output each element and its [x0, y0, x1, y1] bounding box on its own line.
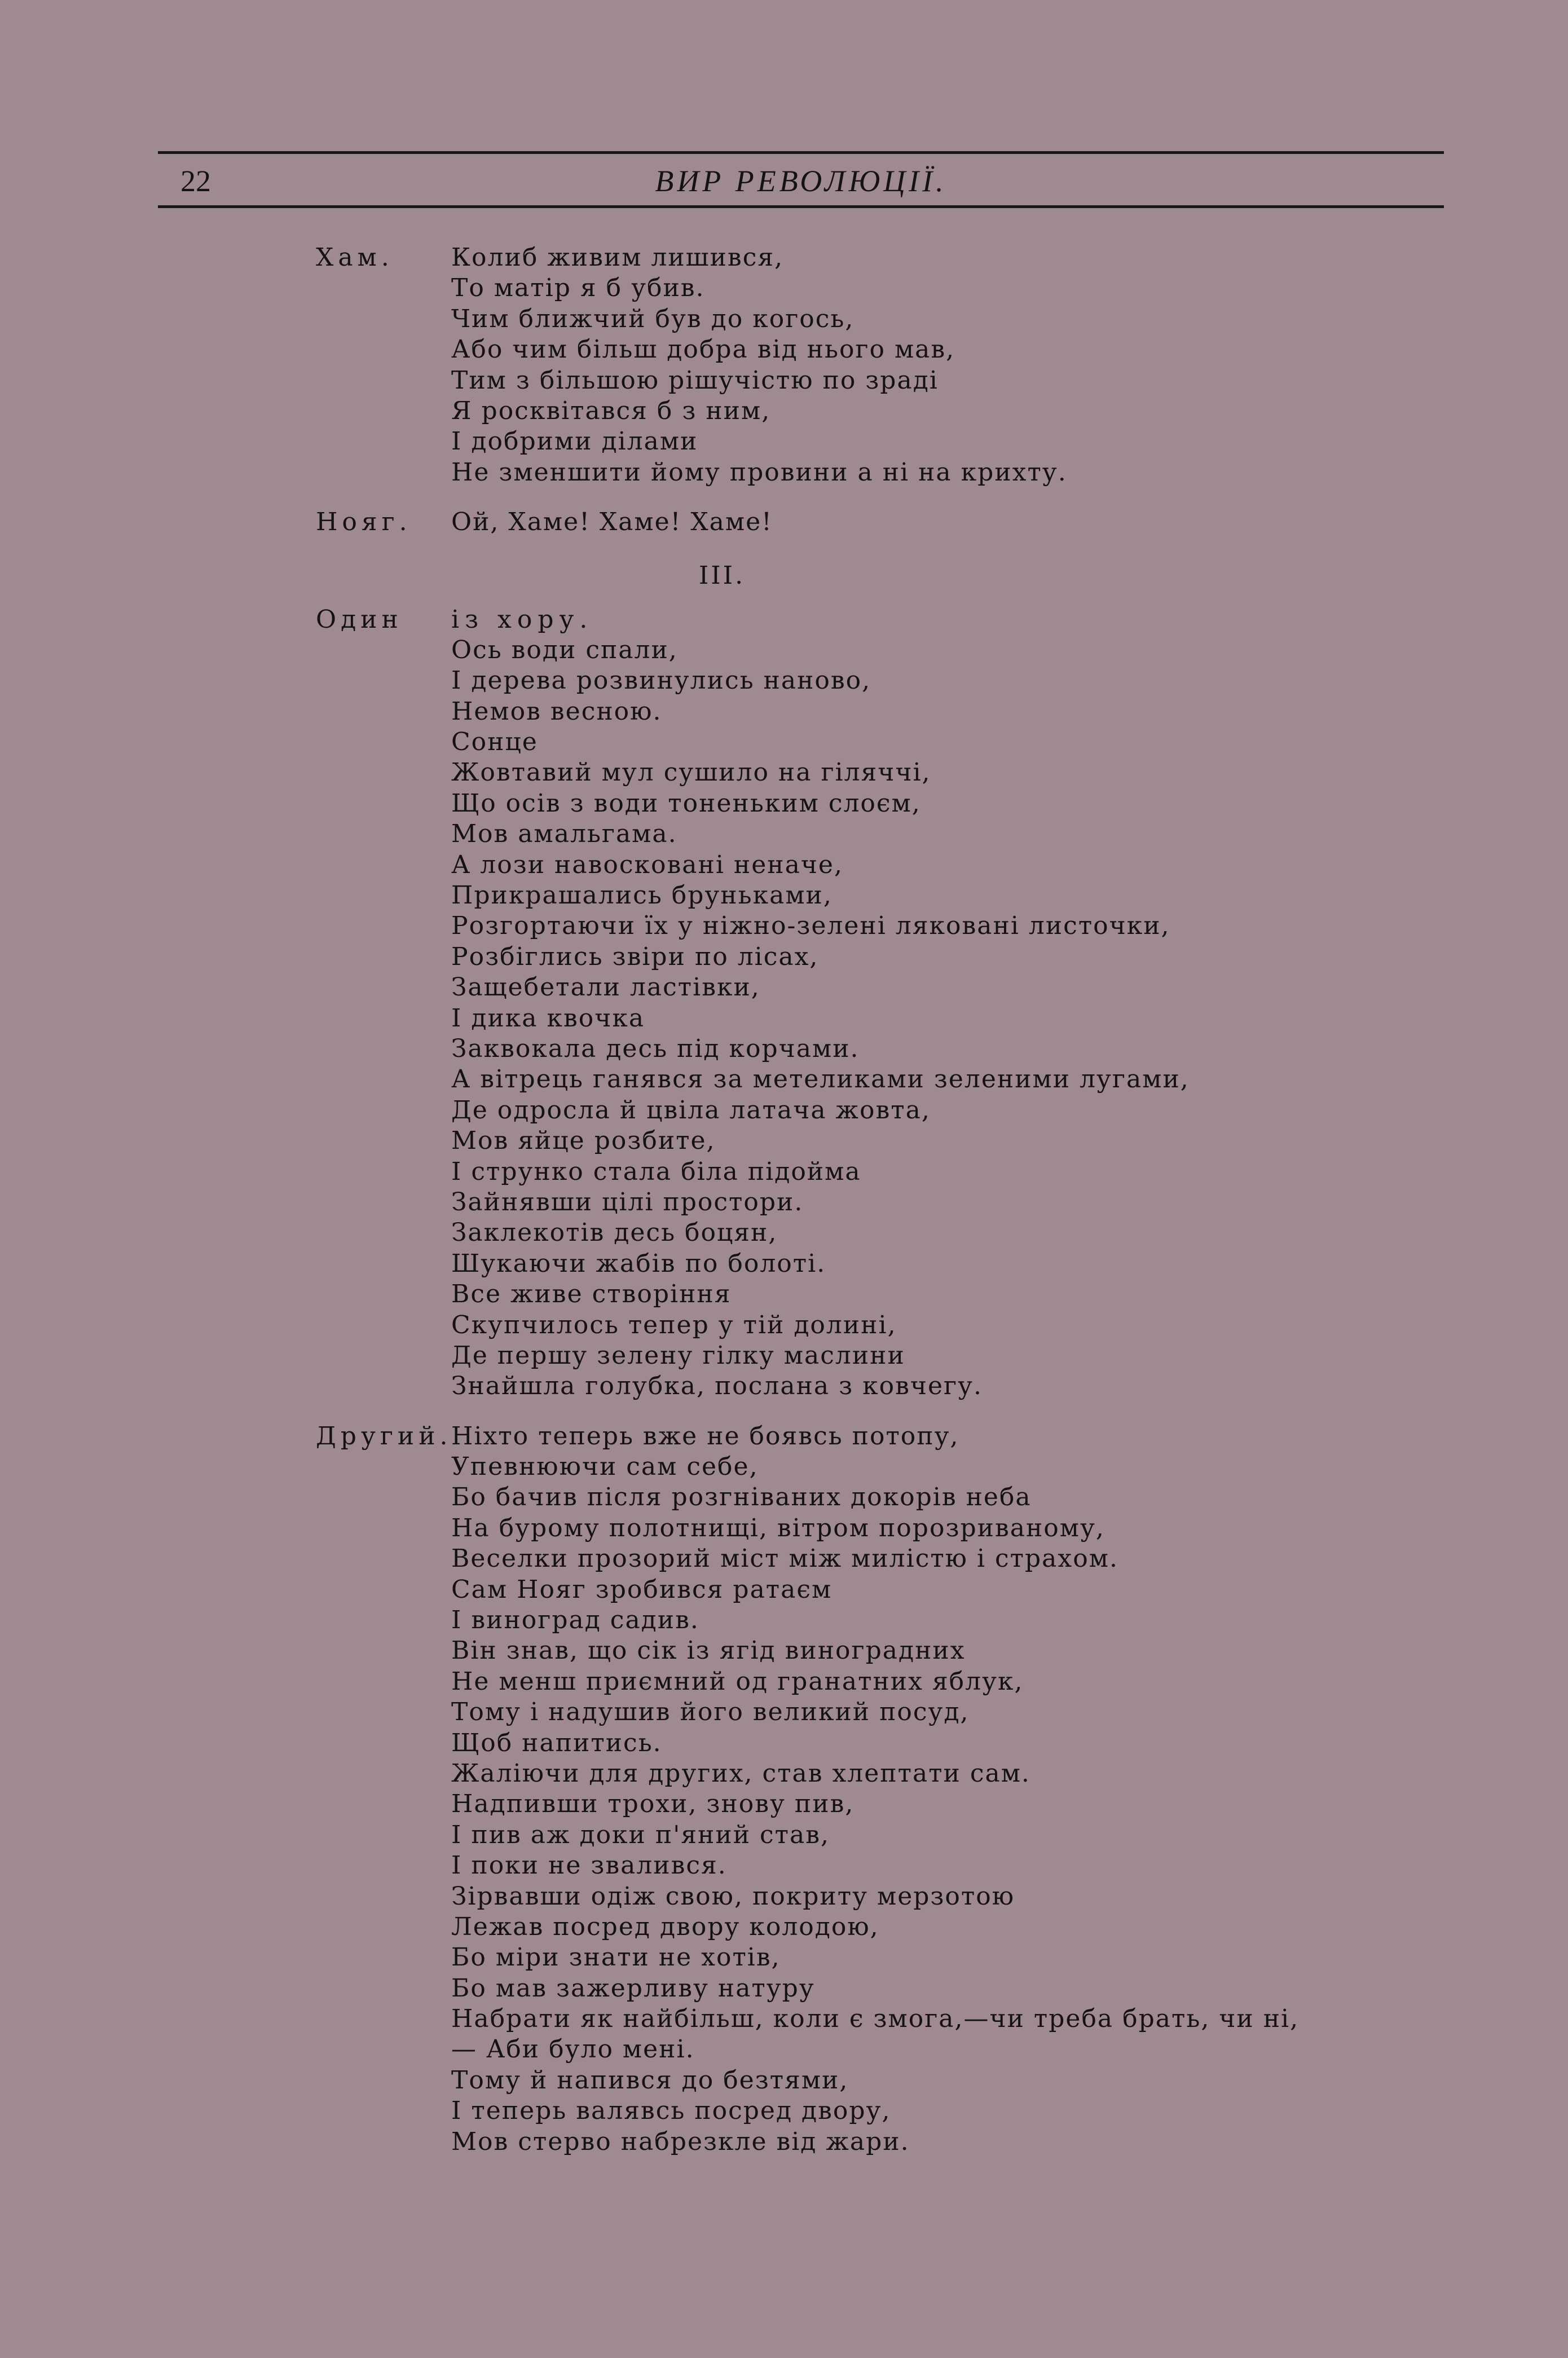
verse-line: І поки не звалився. — [451, 1851, 727, 1880]
verse-line: Розгортаючи їх у ніжно-зелені ляковані листочки, — [451, 911, 1170, 941]
verse-line: Він знав, що сік із ягід виноградних — [451, 1636, 966, 1665]
speech-second — [316, 1421, 1444, 2157]
speaker-name: Один — [316, 605, 403, 634]
verse-line: Не зменшити йому провини а ні на крихту. — [451, 457, 1067, 487]
page-body — [316, 243, 1444, 2176]
verse-line: Бо міри знати не хотів, — [451, 1943, 781, 1972]
page-number: 22 — [180, 164, 211, 198]
header-rule-top — [158, 151, 1444, 154]
verse-line: Упевнюючи сам себе, — [451, 1452, 759, 1482]
verse-line: Я росквітався б з ним, — [451, 396, 771, 425]
speech-noyag — [316, 507, 1444, 537]
speech-first-line — [316, 243, 1444, 273]
verse-line: Чим ближчий був до когось, — [451, 304, 855, 333]
speech-chorus — [316, 605, 1444, 1402]
verse-line: Тому й напився до безтями, — [451, 2065, 849, 2095]
verse-line: Немов весною. — [451, 697, 662, 726]
running-title: ВИР РЕВОЛЮЦІЇ. — [655, 164, 947, 198]
verse-line: Тому і надушив його великий посуд, — [451, 1698, 970, 1727]
verse-line: І струнко стала біла підойма — [451, 1157, 861, 1186]
speaker-name: Нояг. — [316, 508, 412, 537]
verse-line: Де першу зелену гілку маслини — [451, 1341, 905, 1370]
verse-line: Сонце — [451, 728, 538, 757]
speech-first-line — [316, 1421, 1444, 1452]
verse-line: Знайшла голубка, послана з ковчегу. — [451, 1372, 983, 1401]
verse-line: Де одросла й цвіла латача жовта, — [451, 1095, 931, 1125]
verse-line: Все живе створіння — [451, 1280, 732, 1309]
verse-line: Заквокала десь під корчами. — [451, 1034, 860, 1063]
verse-line: Що осів з води тоненьким слоєм, — [451, 788, 921, 818]
verse-line: Прикрашались бруньками, — [451, 881, 833, 910]
verse-line: То матір я б убив. — [451, 274, 705, 303]
verse-line: Шукаючи жабів по болоті. — [451, 1249, 826, 1278]
verse-line: Мов яйце розбите, — [451, 1126, 716, 1156]
verse-line: Розбіглись звіри по лісах, — [451, 942, 819, 971]
verse-line: Сам Нояг зробився ратаєм — [451, 1575, 833, 1604]
verse-line: Лежав посред двору колодою, — [451, 1912, 879, 1941]
verse-line: Щоб напитись. — [451, 1728, 662, 1757]
verse-line: А лози навосковані неначе, — [451, 850, 843, 879]
verse-line: Надпивши трохи, знову пив, — [451, 1790, 855, 1819]
verse-line: І дика квочка — [451, 1003, 645, 1033]
verse-line: Скупчилось тепер у тій долині, — [451, 1310, 897, 1339]
verse-line: І дерева розвинулись наново, — [451, 666, 871, 695]
verse-line: Не менш приємний од гранатних яблук, — [451, 1667, 1024, 1696]
verse-line: Заклекотів десь боцян, — [451, 1218, 778, 1248]
stage-direction: із хору. — [451, 605, 593, 634]
speaker-name: Другий. — [316, 1421, 452, 1451]
header-rule-bottom — [158, 205, 1444, 208]
verse-line: А вітрець ганявся за метеликами зеленими лугами, — [451, 1065, 1190, 1094]
verse-line: І пив аж доки п'яний став, — [451, 1820, 830, 1849]
verse-line: Зірвавши одіж свою, покриту мерзотою — [451, 1881, 1015, 1911]
verse-line: Защебетали ластівки, — [451, 973, 760, 1002]
verse-line: — Аби було мені. — [451, 2035, 695, 2064]
verse-line: Набрати як найбільш, коли є змога,—чи треба брать, чи ні, — [451, 2004, 1300, 2034]
speaker-name: Хам. — [316, 243, 394, 272]
verse-line: Ніхто теперь вже не боявсь потопу, — [451, 1421, 959, 1451]
section-numeral: III. — [698, 561, 746, 590]
verse-line: І теперь валявсь посред двору, — [451, 2096, 891, 2126]
speech-first-line — [316, 605, 1444, 635]
verse-line: Або чим більш добра від нього мав, — [451, 335, 955, 364]
verse-line: Жаліючи для других, став хлептати сам. — [451, 1758, 1030, 1788]
verse-line: Бо мав зажерливу натуру — [451, 1973, 815, 2003]
running-header — [158, 161, 1444, 201]
verse-line: І виноград садив. — [451, 1606, 699, 1635]
verse-line: Ось води спали, — [451, 635, 678, 664]
verse-line: Ой, Хаме! Хаме! Хаме! — [451, 508, 773, 537]
verse-line: Колиб живим лишився, — [451, 243, 784, 272]
verse-line: Мов стерво набрезкле від жари. — [451, 2127, 910, 2156]
verse-line: Бо бачив після розгніваних докорів неба — [451, 1483, 1032, 1512]
verse-line: Тим з більшою рішучістю по зраді — [451, 365, 939, 395]
verse-line: Веселки прозорий міст між милістю і страхом. — [451, 1544, 1118, 1574]
verse-line: Мов амальгама. — [451, 819, 677, 849]
verse-line: На бурому полотнищі, вітром порозриваному, — [451, 1513, 1105, 1542]
speech-ham — [316, 243, 1444, 488]
verse-line: Жовтавий мул сушило на гіляччі, — [451, 758, 931, 787]
speech-first-line — [316, 507, 1444, 537]
verse-line: І добрими ділами — [451, 427, 698, 456]
verse-line: Зайнявши цілі простори. — [451, 1187, 804, 1217]
